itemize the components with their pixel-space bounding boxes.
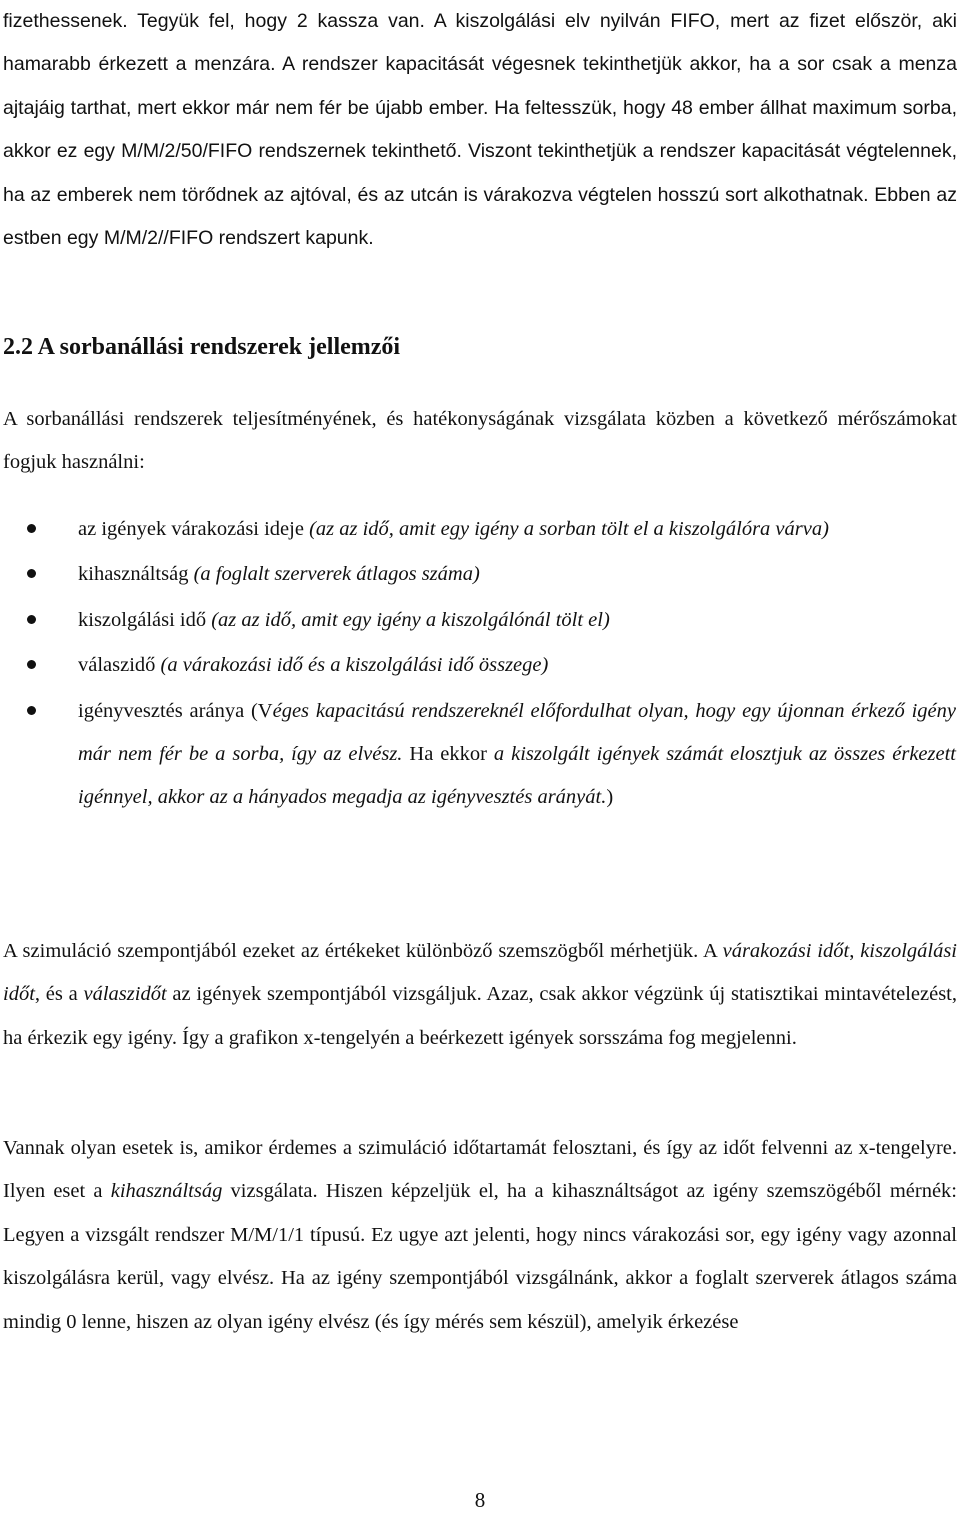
text-run: A szimuláció szempontjából ezeket az értékeket különböző szemszögből mérhetjük. A bbox=[3, 940, 723, 962]
list-item-description: (az az idő, amit egy igény a sorban tölt el a kiszolgálóra várva) bbox=[309, 518, 829, 540]
term-response-time: válaszidőt bbox=[83, 983, 167, 1006]
list-item-label: kihasználtság bbox=[78, 563, 194, 586]
term-service-time: kiszolgálási időt bbox=[3, 940, 958, 1006]
text-run: vizsgálata. Hiszen képzeljük el, ha a kihasználtságot az igény szemszögéből mérnék: Legyen a vizsgált rendszer M/M/1/1 típusú. Ez ugye azt jelenti, hogy nincs várakozási sor, egy igény vagy azonnal kiszolgálásra kerül, vagy elvész. Ha az igény szempontjából vizsgálnánk, akkor a foglalt szerverek átlagos száma mindig 0 lenne, hiszen az olyan igény elvész (és így mérés sem készül), amelyik érkezése bbox=[3, 1180, 957, 1333]
list-item bbox=[0, 599, 956, 642]
term-utilization: kihasználtság bbox=[110, 1180, 223, 1203]
text-run: , és a bbox=[34, 983, 84, 1006]
list-item-description: a kiszolgált igények számát elosztjuk az összes érkezett igénnyel, akkor az a hányados megadja az igényvesztés arányát. bbox=[78, 743, 956, 809]
bullet-icon bbox=[27, 569, 36, 578]
list-item-text: Ha ekkor bbox=[402, 743, 494, 766]
list-item-description: (a várakozási idő és a kiszolgálási idő összege) bbox=[160, 654, 549, 677]
list-item bbox=[0, 508, 956, 551]
text-run: , bbox=[849, 940, 861, 962]
paragraph-intro: A sorbanállási rendszerek teljesítményének, és hatékonyságának vizsgálata közben a következő mérőszámokat fogjuk használni: bbox=[3, 408, 957, 474]
list-item-label: válaszidő bbox=[78, 654, 161, 677]
page-number: 8 bbox=[474, 1488, 486, 1512]
text-run: az igények szempontjából vizsgáljuk. Azaz, csak akkor végzünk új statisztikai mintavételezést, ha érkezik egy igény. Így a grafikon x-tengelyén a beérkezett igények sorsszáma fog megjelenni. bbox=[3, 983, 958, 1049]
term-waiting-time: várakozási időt bbox=[722, 940, 850, 962]
metrics-list bbox=[0, 508, 960, 822]
paragraph-queue-example-part2: Viszont tekinthetjük a rendszer kapacitását végtelennek, ha az emberek nem törődnek az ajtóval, és az utcán is várakozva végtelen hosszú sort alkothatnak. Ebben az estben egy M/M/2//FIFO rendszert kapunk. bbox=[3, 140, 957, 250]
list-item-description: éges kapacitású rendszereknél előfordulhat olyan, hogy egy újonnan érkező igény már nem fér be a sorba, így az elvész. bbox=[78, 699, 956, 766]
bullet-icon bbox=[27, 524, 36, 533]
bullet-icon bbox=[27, 660, 36, 669]
paragraph-queue-example-part1: fizethessenek. Tegyük fel, hogy 2 kassza van. A kiszolgálási elv nyilván FIFO, mert az fizet először, aki hamarabb érkezett a menzára. A rendszer kapacitását végesnek tekinthetjük akkor, ha a sor csak a menza ajtajáig tarthat, mert ekkor már nem fér be újabb ember. Ha feltesszük, hogy 48 ember állhat maximum sorba, akkor ez egy M/M/2/50/FIFO rendszernek tekinthető. bbox=[3, 10, 957, 163]
text-run: Vannak olyan esetek is, amikor érdemes a szimuláció időtartamát felosztani, és így az időt felvenni az x-tengelyre. Ilyen eset a bbox=[3, 1137, 957, 1203]
list-item-label: kiszolgálási idő bbox=[78, 608, 212, 631]
list-item-description: (az az idő, amit egy igény a kiszolgálónál tölt el) bbox=[211, 608, 610, 631]
list-item bbox=[0, 644, 956, 687]
bullet-icon bbox=[27, 706, 36, 715]
list-item-label: az igények várakozási ideje bbox=[78, 518, 310, 540]
list-item bbox=[0, 690, 956, 820]
bullet-icon bbox=[27, 615, 36, 624]
list-item bbox=[0, 553, 956, 596]
paragraph-measurement bbox=[3, 930, 957, 1060]
paragraph-utilization bbox=[3, 1127, 957, 1344]
list-item-text: ) bbox=[606, 786, 614, 809]
list-item-description: (a foglalt szerverek átlagos száma) bbox=[193, 563, 480, 586]
paragraph-queue-example bbox=[3, 0, 957, 260]
list-item-label: igényvesztés aránya (V bbox=[78, 699, 273, 722]
section-heading: 2.2 A sorbanállási rendszerek jellemzői bbox=[3, 334, 401, 360]
